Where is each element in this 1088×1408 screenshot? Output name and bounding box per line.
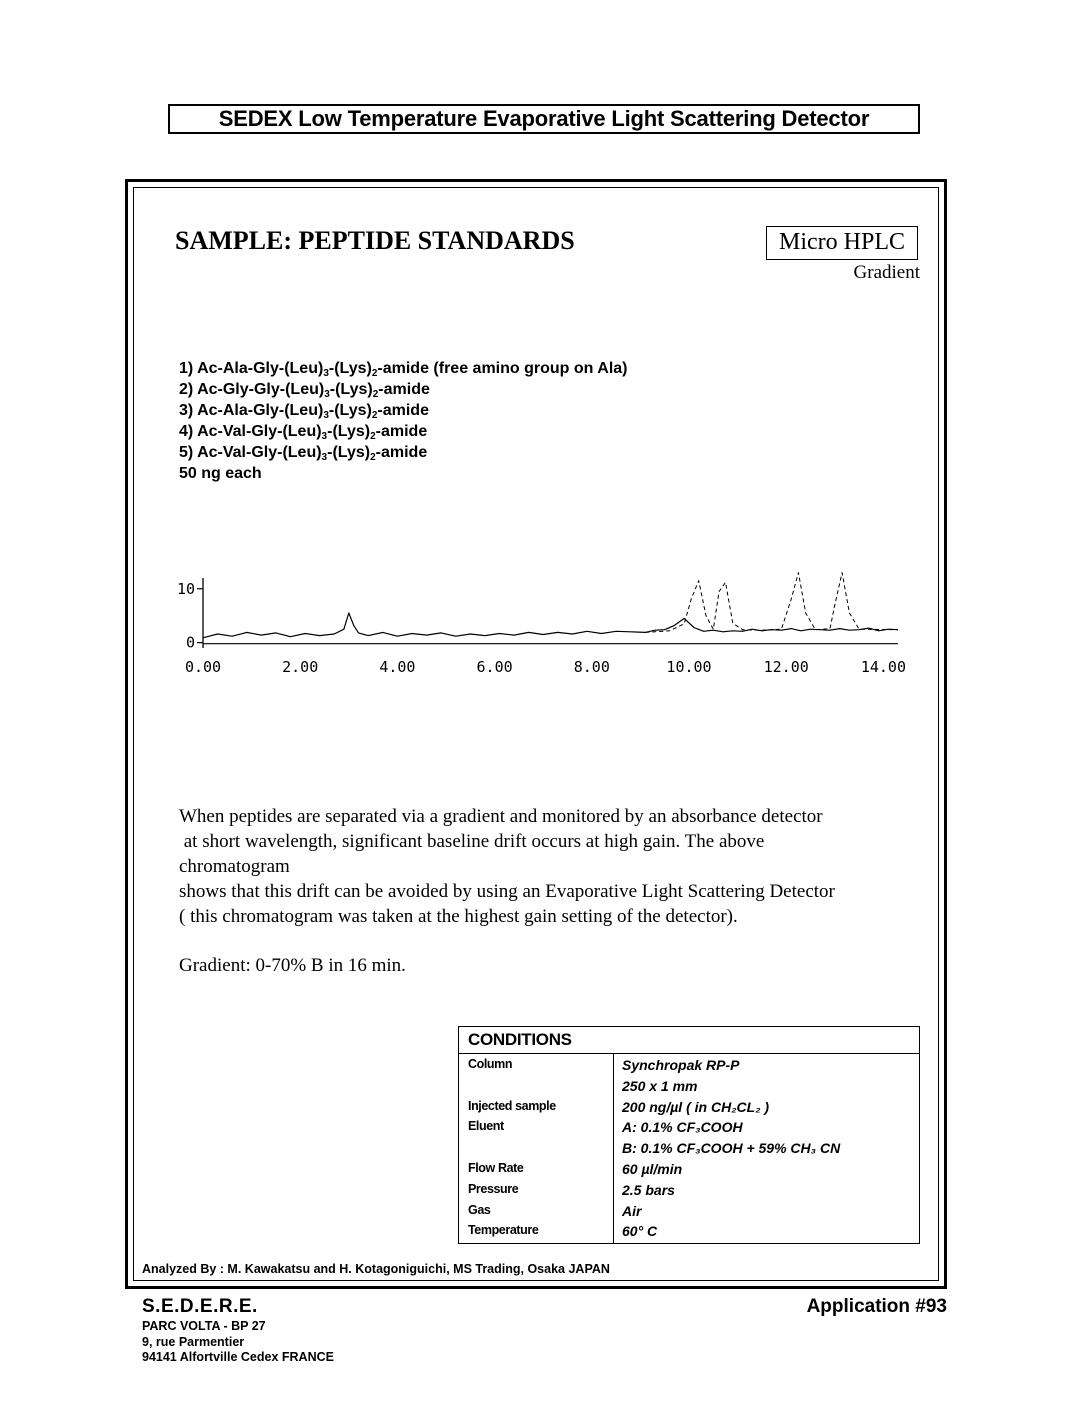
x-tick-label: 0.00 (184, 658, 222, 676)
peptide-item: 4) $Ac-Val-Gly-(Leu)_3-(Lys)_2$-amide (179, 423, 428, 442)
company-name: S.E.D.E.R.E. (142, 1296, 258, 1317)
x-tick-label: 8.00 (573, 658, 610, 676)
condition-row (459, 1179, 919, 1200)
header-title: SEDEX Low Temperature Evaporative Light Scattering Detector (168, 104, 920, 134)
description-line: ( this chromatogram was taken at the highest gain setting of the detector). (179, 906, 738, 927)
condition-label: Column (468, 1057, 513, 1071)
application-number: Application #93 (806, 1296, 947, 1317)
condition-value: Synchropak RP-P (622, 1057, 740, 1073)
address-line: 9, rue Parmentier (142, 1334, 245, 1349)
condition-label: Eluent (468, 1119, 504, 1134)
condition-label: Flow Rate (468, 1160, 524, 1175)
condition-value: A: 0.1% CF₃COOH (622, 1119, 743, 1136)
condition-row (459, 1200, 919, 1221)
condition-row (459, 1220, 919, 1241)
condition-row (459, 1158, 919, 1179)
x-tick-label: 4.00 (379, 658, 416, 676)
condition-row (459, 1116, 919, 1137)
peptide-list (179, 358, 628, 484)
series-line-dashed (645, 573, 898, 633)
condition-label: Temperature (468, 1223, 539, 1238)
condition-row (459, 1075, 919, 1096)
condition-label: Injected sample (468, 1098, 556, 1113)
condition-label: Gas (468, 1202, 491, 1217)
description (179, 804, 924, 929)
conditions-table (458, 1026, 920, 1244)
x-tick-label: 10.00 (666, 658, 712, 676)
y-tick-label: 10 (176, 579, 195, 598)
series-line-solid (203, 613, 898, 638)
x-tick-label: 2.00 (282, 658, 319, 676)
condition-value: 200 ng/µl ( in CH₂CL₂ ) (622, 1098, 770, 1115)
company-address (142, 1319, 334, 1366)
condition-value: 2.5 bars (622, 1181, 675, 1198)
conditions-title: CONDITIONS (459, 1027, 919, 1054)
condition-value: 60 µl/min (622, 1160, 683, 1177)
address-line: PARC VOLTA - BP 27 (142, 1319, 266, 1333)
condition-row (459, 1137, 919, 1158)
analyzed-by: Analyzed By : M. Kawakatsu and H. Kotagoniguichi, MS Trading, Osaka JAPAN (142, 1262, 610, 1276)
sample-title: SAMPLE: PEPTIDE STANDARDS (175, 226, 575, 255)
condition-value: B: 0.1% CF₃COOH + 59% CH₃ CN (622, 1140, 841, 1157)
peptide-item: 1) $Ac-Ala-Gly-(Leu)_3-(Lys)_2$-amide (free amino group on Ala) (179, 360, 628, 379)
condition-value: 60° C (622, 1223, 658, 1240)
x-tick-label: 14.00 (860, 658, 906, 676)
description-line: When peptides are separated via a gradient and monitored by an absorbance detector (179, 806, 823, 827)
chromatogram-chart (168, 572, 908, 684)
description-line: chromatogram (179, 856, 290, 877)
y-tick-label: 0 (185, 633, 195, 652)
peptide-amount: 50 ng each (179, 465, 262, 482)
peptide-item: 5) $Ac-Val-Gly-(Leu)_3-(Lys)_2$-amide (179, 444, 428, 463)
peptide-item: 3) $Ac-Ala-Gly-(Leu)_3-(Lys)_2$-amide (179, 402, 429, 421)
gradient-note: Gradient: 0-70% B in 16 min. (179, 955, 406, 976)
x-tick-label: 6.00 (476, 658, 513, 676)
condition-row (459, 1096, 919, 1117)
method-box: Micro HPLC (766, 226, 918, 260)
condition-value: 250 x 1 mm (622, 1077, 698, 1094)
address-line: 94141 Alfortville Cedex FRANCE (142, 1350, 334, 1364)
x-tick-label: 12.00 (763, 658, 809, 676)
condition-value: Air (622, 1202, 642, 1219)
method-subtitle: Gradient (853, 262, 920, 283)
condition-row (459, 1054, 919, 1075)
peptide-item: 2) $Ac-Gly-Gly-(Leu)_3-(Lys)_2$-amide (179, 381, 430, 400)
description-line: shows that this drift can be avoided by using an Evaporative Light Scattering Detector (179, 881, 835, 902)
description-line: at short wavelength, significant baseline drift occurs at high gain. The above (179, 831, 765, 852)
condition-label: Pressure (468, 1181, 519, 1196)
